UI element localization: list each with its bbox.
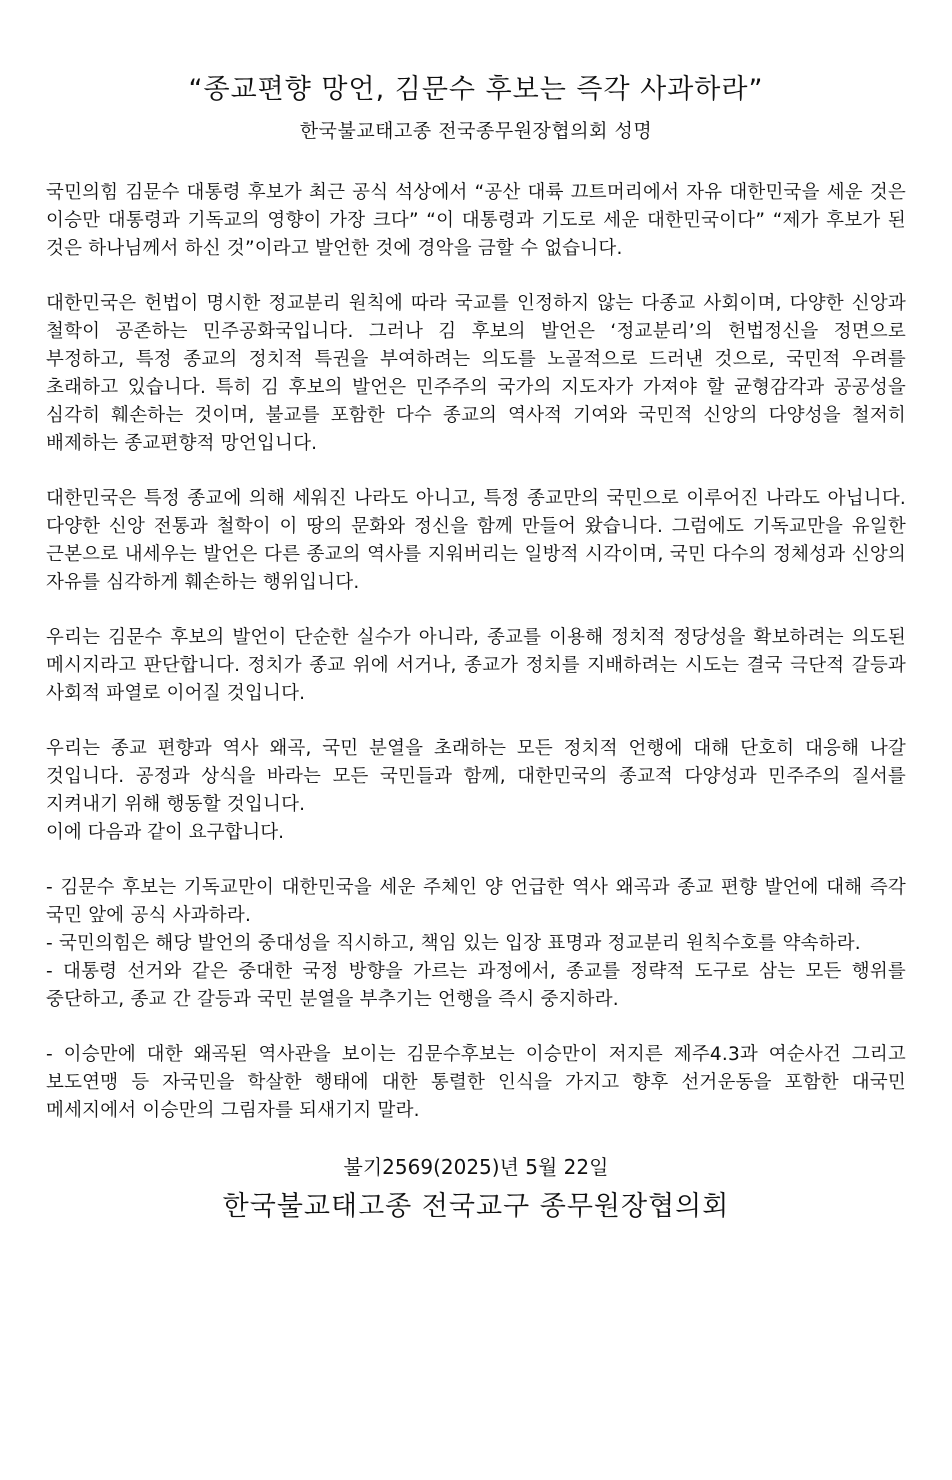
paragraph-4: 우리는 김문수 후보의 발언이 단순한 실수가 아니라, 종교를 이용해 정치적 정당성을 확보하려는 의도된 메시지라고 판단합니다. 정치가 종교 위에 서거나, 종교가 정치를 지배하려는 시도는 결국 극단적 갈등과 사회적 파열로 이어질 것입니다. <box>46 627 906 704</box>
paragraph-2: 대한민국은 헌법이 명시한 정교분리 원칙에 따라 국교를 인정하지 않는 다종교 사회이며, 다양한 신앙과 철학이 공존하는 민주공화국입니다. 그러나 김 후보의 발언은 ‘정교분리’의 헌법정신을 정면으로 부정하고, 특정 종교의 정치적 특권을 부여하려는 의도를 노골적으로 드러낸 것으로, 국민적 우려를 초래하고 있습니다. 특히 김 후보의 발언은 민주주의 국가의 지도자가 가져야 할 균형감각과 공공성을 심각히 훼손하는 것이며, 불교를 포함한 다수 종교의 역사적 기여와 국민적 신앙의 다양성을 철저히 배제하는 종교편향적 망언입니다. <box>46 293 906 454</box>
demand-intro: 이에 다음과 같이 요구합니다. <box>46 822 284 843</box>
demand-list <box>46 874 906 1014</box>
demand-item: - 대통령 선거와 같은 중대한 국정 방향을 가르는 과정에서, 종교를 정략적 도구로 삼는 모든 행위를 중단하고, 종교 간 갈등과 국민 분열을 부추기는 언행을 즉시 중지하라. <box>46 961 906 1010</box>
statement-title: “종교편향 망언, 김문수 후보는 즉각 사과하라” <box>188 74 764 105</box>
statement-signer: 한국불교태고종 전국교구 종무원장협의회 <box>222 1191 730 1222</box>
demand-item: - 김문수 후보는 기독교만이 대한민국을 세운 주체인 양 언급한 역사 왜곡과 종교 편향 발언에 대해 즉각 국민 앞에 공식 사과하라. <box>46 877 906 926</box>
paragraph-1: 국민의힘 김문수 대통령 후보가 최근 공식 석상에서 “공산 대륙 끄트머리에서 자유 대한민국을 세운 것은 이승만 대통령과 기독교의 영향이 가장 크다” “이 대통령과 기도로 세운 대한민국이다” “제가 후보가 된 것은 하나님께서 하신 것”이라고 발언한 것에 경악을 금할 수 없습니다. <box>46 182 906 259</box>
paragraph-5: 우리는 종교 편향과 역사 왜곡, 국민 분열을 초래하는 모든 정치적 언행에 대해 단호히 대응해 나갈 것입니다. 공정과 상식을 바라는 모든 국민들과 함께, 대한민국의 종교적 다양성과 민주주의 질서를 지켜내기 위해 행동할 것입니다. <box>46 738 906 815</box>
statement-date: 불기2569(2025)년 5월 22일 <box>343 1155 609 1179</box>
statement-body <box>46 179 906 1125</box>
statement-subtitle: 한국불교태고종 전국종무원장협의회 성명 <box>299 120 653 142</box>
demand-item: - 국민의힘은 해당 발언의 중대성을 직시하고, 책임 있는 입장 표명과 정교분리 원칙수호를 약속하라. <box>46 933 861 954</box>
paragraph-3: 대한민국은 특정 종교에 의해 세워진 나라도 아니고, 특정 종교만의 국민으로 이루어진 나라도 아닙니다. 다양한 신앙 전통과 철학이 이 땅의 문화와 정신을 함께 만들어 왔습니다. 그럼에도 기독교만을 유일한 근본으로 내세우는 발언은 다른 종교의 역사를 지워버리는 일방적 시각이며, 국민 다수의 정체성과 신앙의 자유를 심각하게 훼손하는 행위입니다. <box>46 488 906 593</box>
final-demand: - 이승만에 대한 왜곡된 역사관을 보이는 김문수후보는 이승만이 저지른 제주4.3과 여순사건 그리고 보도연맹 등 자국민을 학살한 행태에 대한 통렬한 인식을 가지고 향후 선거운동을 포함한 대국민 메세지에서 이승만의 그림자를 되새기지 말라. <box>46 1044 906 1121</box>
